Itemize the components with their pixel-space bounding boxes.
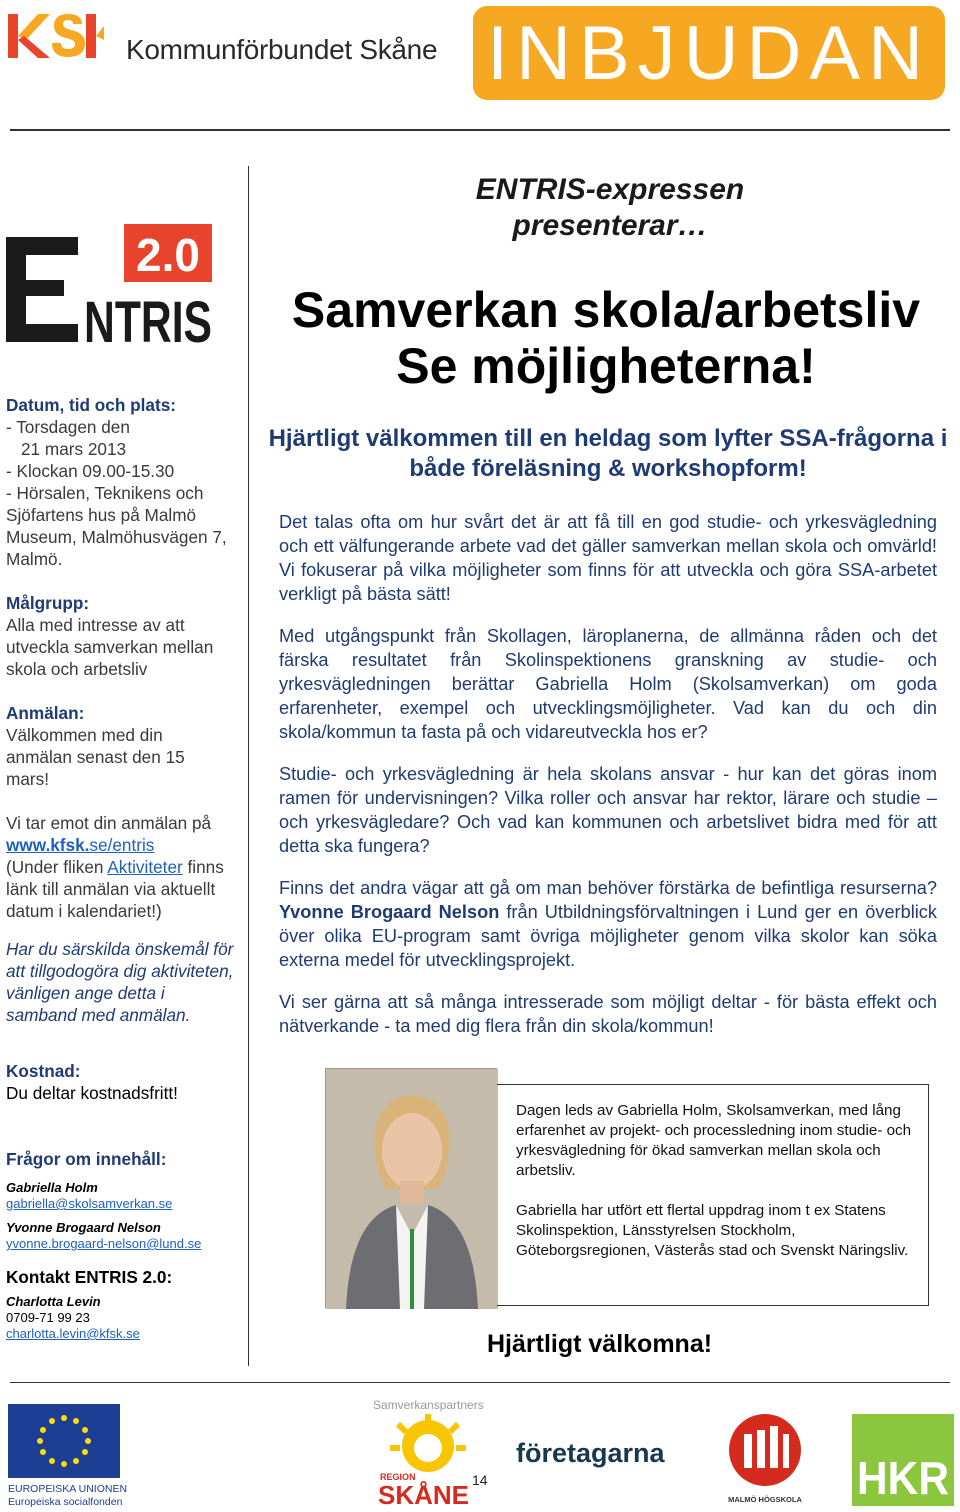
skane-text: SKÅNE bbox=[378, 1480, 470, 1510]
signup-link[interactable] bbox=[6, 834, 256, 856]
when-where-line: - Hörsalen, Teknikens och bbox=[6, 483, 204, 503]
region-skane-logo bbox=[374, 1414, 480, 1510]
paragraph: Med utgångspunkt från Skollagen, läroplanerna, de allmänna råden och det färska resultatet från Skolinspektionens granskning av studie- och yrkesvägledningen berättar Gabriella Holm (Skolsamverkan) om goda erfarenheter, exempel och utvecklingsmöjligheter. Vad kan du och din skola/kommun ta fasta på och vidareutveckla hos er? bbox=[279, 626, 937, 742]
signup-note-text: (Under fliken bbox=[6, 857, 108, 877]
entris-contact-heading: Kontakt ENTRIS 2.0: bbox=[6, 1267, 173, 1287]
welcome-text: Hjärtligt välkomna! bbox=[487, 1330, 713, 1358]
kfsk-logo-text: Kommunförbundet Skåne bbox=[126, 34, 438, 65]
kfsk-logo-mark bbox=[8, 6, 104, 62]
contact-name: Gabriella Holm bbox=[6, 1180, 98, 1195]
region-small-text: REGION bbox=[380, 1472, 416, 1482]
contact-email-link[interactable]: charlotta.levin@kfsk.se bbox=[6, 1326, 140, 1341]
speaker-name: Yvonne Brogaard Nelson bbox=[279, 902, 500, 922]
paragraph bbox=[279, 876, 937, 972]
paragraph: Studie- och yrkesvägledning är hela skolans ansvar - hur kan det göras inom ramen för undervisningen? Vilka roller och ansvar har rektor, lärare och studie – och yrkesvägledare? Och vad kan kommunen och arbetslivet bidra med för att detta ska fungera? bbox=[279, 764, 937, 856]
contact-email-link[interactable]: yvonne.brogaard-nelson@lund.se bbox=[6, 1236, 202, 1251]
footer-divider bbox=[10, 1382, 950, 1383]
title-line-1: Samverkan skola/arbetsliv bbox=[291, 282, 921, 338]
signup-where: Vi tar emot din anmälan på bbox=[6, 813, 212, 833]
banner-text: INBJUDAN bbox=[486, 10, 932, 96]
caption-paragraph: Dagen leds av Gabriella Holm, Skolsamverkan, med lång erfarenhet av projekt- och processledning inom studie- och yrkesvägledning för ökad samverkan mellan skola och arbetsliv. bbox=[516, 1102, 912, 1179]
cost-text: Du deltar kostnadsfritt! bbox=[6, 1083, 178, 1103]
invitation-banner bbox=[473, 6, 945, 100]
paragraph: Det talas ofta om hur svårt det är att få till en god studie- och yrkesvägledning och ett välfungerande arbete vad det gäller samverkan mellan skola och omvärld! Vi fokuserar på vilka möjligheter som finns för att utveckla och göra SSA-arbetet verkligt på bästa sätt! bbox=[279, 512, 937, 604]
signup-note-text: finns länk till anmälan via aktuellt datum i kalendariet!) bbox=[6, 857, 224, 921]
when-where-line: Museum, Malmöhusvägen 7, bbox=[6, 527, 227, 547]
special-needs-note: Har du särskilda önskemål för att tillgodogöra dig aktiviteten, vänligen ange detta i samband med anmälan. bbox=[6, 939, 234, 1025]
when-where-line: 21 mars 2013 bbox=[21, 439, 127, 459]
when-where-heading: Datum, tid och plats: bbox=[6, 395, 176, 415]
malmo-hogskola-logo bbox=[724, 1412, 806, 1506]
when-where-line: Malmö. bbox=[6, 549, 63, 569]
target-text: Alla med intresse av att utveckla samverkan mellan skola och arbetsliv bbox=[6, 615, 214, 679]
aktiviteter-link[interactable]: Aktiviteter bbox=[107, 857, 183, 877]
contact-name: Yvonne Brogaard Nelson bbox=[6, 1220, 161, 1235]
caption-paragraph: Gabriella har utfört ett flertal uppdrag inom t ex Statens Skolinspektion, Länsstyrelsen Stockholm, Göteborgsregionen, Västerås stad och Svenskt Näringsliv. bbox=[516, 1202, 909, 1259]
cost-heading: Kostnad: bbox=[6, 1061, 81, 1081]
entris-logo bbox=[6, 222, 216, 355]
signup-note bbox=[6, 856, 256, 922]
page-number: 14 bbox=[472, 1472, 488, 1488]
partners-label: Samverkanspartners bbox=[373, 1398, 484, 1412]
when-where-line: - Torsdagen den bbox=[6, 417, 130, 437]
mah-text: MALMÖ HÖGSKOLA bbox=[728, 1495, 802, 1504]
subheading: Hjärtligt välkommen till en heldag som lyfter SSA-frågorna i både föreläsning & workshopform! bbox=[268, 425, 948, 482]
eu-line-2: Europeiska socialfonden bbox=[8, 1496, 123, 1508]
column-divider bbox=[248, 166, 249, 1366]
target-heading: Målgrupp: bbox=[6, 593, 90, 613]
body-text bbox=[279, 510, 937, 1056]
portrait-image bbox=[326, 1069, 498, 1309]
signup-heading: Anmälan: bbox=[6, 703, 85, 723]
paragraph-text: Finns det andra vägar att gå om man behöver förstärka de befintliga resurserna? bbox=[279, 878, 937, 898]
speaker-caption bbox=[497, 1084, 929, 1306]
entris-version: 2.0 bbox=[136, 229, 200, 281]
contact-phone: 0709-71 99 23 bbox=[6, 1310, 90, 1325]
paragraph: Vi ser gärna att så många intresserade som möjligt deltar - för bästa effekt och nätverkande - ta med dig flera från din skola/kommun! bbox=[279, 992, 937, 1036]
hkr-text: HKR bbox=[857, 1452, 949, 1504]
when-where-line: Sjöfartens hus på Malmö bbox=[6, 505, 197, 525]
header-divider bbox=[10, 129, 950, 131]
eu-logo bbox=[8, 1404, 128, 1508]
contact-email-link[interactable]: gabriella@skolsamverkan.se bbox=[6, 1196, 173, 1211]
title-line-2: Se möjligheterna! bbox=[396, 338, 816, 394]
eu-line-1: EUROPEISKA UNIONEN bbox=[8, 1483, 128, 1495]
kfsk-logo bbox=[8, 6, 438, 66]
paragraph-text: från Utbildningsförvaltningen i Lund ger en överblick över olika EU-program samt övriga möjligheter genom vilka skolor kan söka externa medel för utvecklingsprojekt. bbox=[279, 902, 937, 970]
signup-text: Välkommen med din anmälan senast den 15 mars! bbox=[6, 725, 185, 789]
sidebar bbox=[6, 394, 256, 1342]
svg-text:NTRIS: NTRIS bbox=[84, 290, 212, 355]
when-where-line: - Klockan 09.00-15.30 bbox=[6, 461, 175, 481]
questions-heading: Frågor om innehåll: bbox=[6, 1149, 167, 1169]
contact-name: Charlotta Levin bbox=[6, 1294, 101, 1309]
speaker-photo bbox=[325, 1068, 497, 1308]
entris-link[interactable]: se/entris bbox=[89, 835, 155, 855]
hkr-logo bbox=[852, 1414, 954, 1506]
presenter-line-1: ENTRIS-expressen bbox=[475, 173, 745, 206]
page-title bbox=[260, 282, 952, 394]
foretagarna-logo: företagarna bbox=[516, 1438, 665, 1468]
kfsk-link[interactable]: www.kfsk. bbox=[6, 835, 90, 855]
presenter-line-2: presenterar… bbox=[512, 209, 708, 242]
presenter-line bbox=[420, 172, 800, 244]
